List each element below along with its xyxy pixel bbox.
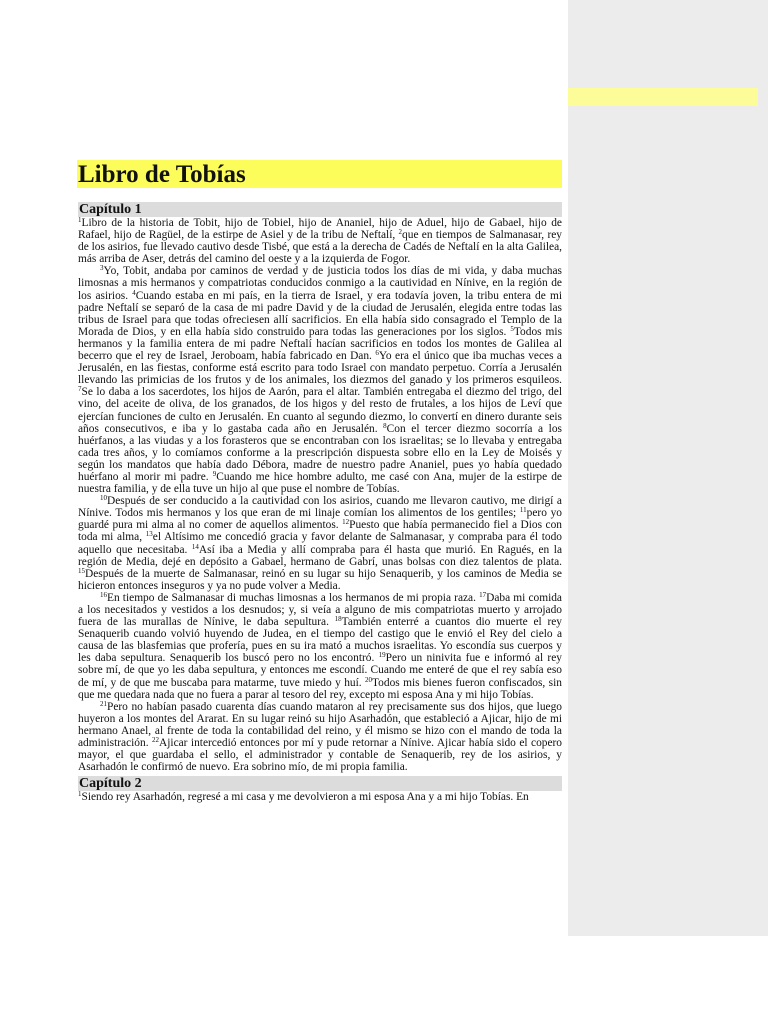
comment-margin-pane xyxy=(568,0,768,936)
verse-text: Así iba a Media y allí compraba para él hasta que murió. En Ragués, en la región de Media, dejé en depósito a Gabael, hermano de Gabrí, unas bolsas con diez talentos de plata. xyxy=(78,543,562,568)
verse-text: Puesto que había permanecido fiel a Dios con toda mi alma, xyxy=(78,519,562,544)
verse-text: Después de ser conducido a la cautividad con los asirios, cuando me llevaron cautivo, me dirigí a Nínive. Todos mis hermanos y los que eran de mi linaje comían los alimentos de los gentiles; xyxy=(78,495,562,520)
verse-text: Cuando estaba en mi país, en la tierra de Israel, y era todavía joven, la tribu entera de mi padre Neftalí se separó de la casa de mi padre David y de la ciudad de Jerusalén, elegida entre todas las tribus de Israel para que todas ofreciesen allí sacrificios. En ella había sido consagrado el Templo de la Morada de Dios, y en ella había sido construido para todas las generaciones por los siglos. xyxy=(78,289,562,338)
paragraph xyxy=(78,217,562,265)
verse-text: Yo, Tobit, andaba por caminos de verdad y de justicia todos los días de mi vida, y daba muchas limosnas a mis hermanos y compatriotas conducidos conmigo a la cautividad en Nínive, en la región de los asirios. xyxy=(78,265,562,302)
verse-number: 1 xyxy=(78,790,82,799)
verse-number: 3 xyxy=(100,264,104,273)
verse-number: 19 xyxy=(378,651,386,660)
verse-number: 16 xyxy=(100,590,107,599)
verse-number: 22 xyxy=(152,736,160,745)
verse-number: 2 xyxy=(398,228,403,237)
verse-text: el Altísimo me concedió gracia y favor delante de Salmanasar, y compraba para él todo aquello que necesitaba. xyxy=(78,531,562,556)
verse-text: Después de la muerte de Salmanasar, reinó en su lugar su hijo Senaquerib, y los caminos de Media se hicieron entonces inseguros y ya no pude volver a Media. xyxy=(78,567,562,592)
paragraph xyxy=(78,265,562,495)
chapter-1 xyxy=(78,202,562,773)
verse-number: 17 xyxy=(479,590,487,599)
verse-text: Libro de la historia de Tobit, hijo de Tobiel, hijo de Ananiel, hijo de Aduel, hijo de Gabael, hijo de Rafael, hijo de Ragüel, de la estirpe de Asiel y de la tribu de Neftalí, xyxy=(78,217,562,242)
verse-text: Ajicar intercedió entonces por mí y pude retornar a Nínive. Ajicar había sido el copero mayor, el que guardaba el sello, el administrador y contable de Senaquerib, rey de los asirios, y Asarhadón le confirmó de nuevo. Era sobrino mío, de mi propia familia. xyxy=(78,737,563,774)
verse-text: Cuando me hice hombre adulto, me casé con Ana, mujer de la estirpe de nuestra familia, y de ella tuve un hijo al que puse el nombre de Tobías. xyxy=(78,470,562,496)
chapter-2 xyxy=(78,776,562,803)
verse-number: 6 xyxy=(375,349,379,358)
document-title: Libro de Tobías xyxy=(78,161,246,188)
verse-number: 1 xyxy=(78,216,82,224)
document-body xyxy=(78,202,562,803)
verse-text: Siendo rey Asarhadón, regresé a mi casa y me devolvieron a mi esposa Ana y a mi hijo Tobías. En xyxy=(81,791,529,804)
verse-text: En tiempo de Salmanasar di muchas limosnas a los hermanos de mi propia raza. xyxy=(107,591,480,604)
title-highlight xyxy=(77,160,562,188)
verse-text: Yo era el único que iba muchas veces a Jerusalén, en las fiestas, conforme está escrito para todo Israel con mandato perpetuo. Corría a Jerusalén llevando las primicias de los frutos y de los animales, los diezmos del ganado y los primeros esquileos. xyxy=(78,350,562,387)
paragraph xyxy=(78,592,562,701)
verse-text: Con el tercer diezmo socorría a los huérfanos, a las viudas y a los forasteros que se encontraban con los israelitas; se lo llevaba y entregaba cada tres años, y lo comíamos conforme a la prescripción dispuesta sobre ello en la Ley de Moisés y según los mandatos que había dado Débora, madre de nuestro padre Ananiel, pues yo había quedado huérfano al morir mi padre. xyxy=(78,422,562,483)
verse-number: 8 xyxy=(383,421,387,430)
verse-text: También enterré a cuantos dio muerte el rey Senaquerib cuando volvió huyendo de Judea, en el tiempo del castigo que le envió el Rey del cielo a causa de las blasfemias que profería, pues en su ira mató a muchos israelitas. Yo escondía sus cuerpos y les daba sepultura. Senaquerib los buscó pero no los encontró. xyxy=(78,616,562,665)
verse-number: 20 xyxy=(365,675,373,684)
chapter-heading: Capítulo 2 xyxy=(78,776,562,791)
verse-text: Todos mis hermanos y la familia entera de mi padre Neftalí hacían sacrificios en todos los montes de Galilea al becerro que el rey de Israel, Jeroboam, había fabricado en Dan. xyxy=(78,325,563,363)
verse-text: Pero no habían pasado cuarenta días cuando mataron al rey precisamente sus dos hijos, que luego huyeron a los montes del Ararat. En su lugar reinó su hijo Asarhadón, que estableció a Ajicar, hijo de mi hermano Anael, al frente de toda la contabilidad del reino, y él mismo se hizo con el mando de toda la administración. xyxy=(78,700,562,750)
comment-balloon[interactable] xyxy=(568,88,758,106)
verse-text: pero yo guardé pura mi alma al no comer de aquellos alimentos. xyxy=(78,507,562,532)
verse-number: 9 xyxy=(212,469,217,478)
verse-text: Daba mi comida a los necesitados y vestidos a los desnudos; y, si veía a alguno de mis compatriotas muerto y arrojado fuera de las murallas de Nínive, le daba sepultura. xyxy=(78,591,562,629)
verse-text: Pero un ninivita fue e informó al rey sobre mí, de que yo les daba sepultura, y entonces me escondí. Cuando me enteré de que el rey sabía eso de mí, y de que me buscaba para matarme, tuve miedo y huí. xyxy=(78,652,562,689)
verse-number: 5 xyxy=(510,324,514,333)
verse-number: 12 xyxy=(342,518,350,527)
verse-number: 14 xyxy=(191,542,199,551)
paragraph xyxy=(78,495,562,592)
paragraph xyxy=(78,791,562,803)
verse-text: Todos mis bienes fueron confiscados, sin que me quedara nada que no fuera a parar al tesoro del rey, excepto mi esposa Ana y mi hijo Tobías. xyxy=(78,676,562,701)
verse-number: 13 xyxy=(145,530,153,539)
verse-number: 18 xyxy=(334,615,342,624)
verse-number: 10 xyxy=(100,494,107,503)
verse-number: 7 xyxy=(78,385,82,394)
verse-number: 4 xyxy=(132,288,136,297)
verse-number: 11 xyxy=(519,506,527,515)
verse-text: que en tiempos de Salmanasar, rey de los asirios, fue llevado cautivo desde Tisbé, que está a la derecha de Cadés de Neftalí en la alta Galilea, más arriba de Aser, detrás del camino del oeste y a la izquierda de Fogor. xyxy=(78,229,562,266)
paragraph xyxy=(78,701,562,774)
verse-text: Se lo daba a los sacerdotes, los hijos de Aarón, para el altar. También entregaba el diezmo del trigo, del vino, del aceite de oliva, de los granados, de los higos y del resto de frutales, a los hijos de Leví que ejercían funciones de culto en Jerusalén. En cuanto al segundo diezmo, lo convertí en dinero durante seis años consecutivos, e iba y lo gastaba cada año en Jerusalén. xyxy=(78,386,562,435)
chapter-heading: Capítulo 1 xyxy=(78,202,562,217)
verse-number: 21 xyxy=(100,699,107,708)
verse-number: 15 xyxy=(78,566,85,575)
